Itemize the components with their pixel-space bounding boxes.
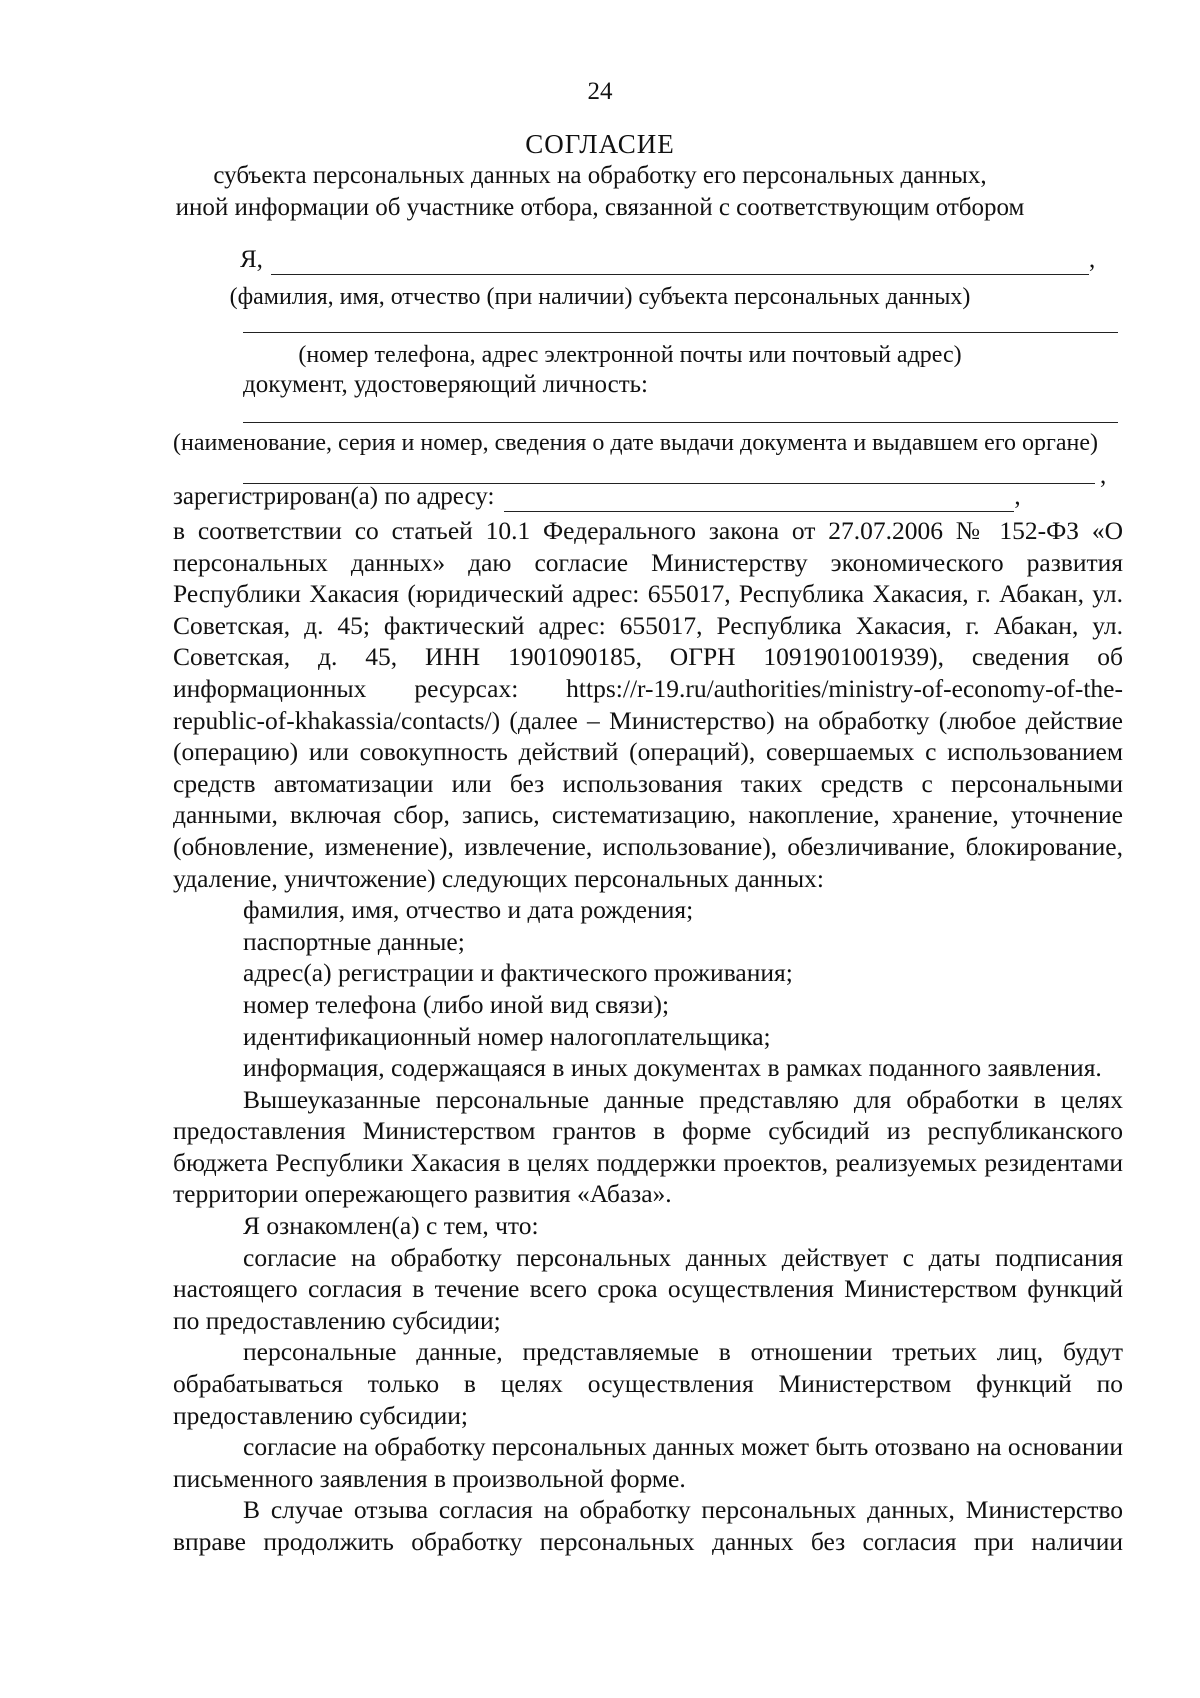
fio-row [240, 245, 1095, 275]
title-block [0, 128, 1200, 224]
document-body [173, 515, 1123, 1558]
address-row [173, 482, 1021, 512]
caption-fio: (фамилия, имя, отчество (при наличии) субъекта персональных данных) [229, 284, 971, 310]
subtitle-line-2: иной информации об участнике отбора, связанной с соответствующим отбором [175, 194, 1025, 221]
data-item: идентификационный номер налогоплательщика; [243, 1021, 771, 1051]
registered-label: зарегистрирован(а) по адресу: [173, 483, 495, 510]
acknowledgement-paragraph: Я ознакомлен(а) с тем, что: [243, 1211, 539, 1241]
consent-paragraph: в соответствии со статьей 10.1 Федерального закона от 27.07.2006 № 152-ФЗ «О персональных данных» даю согласие Министерству экономического развития Республики Хакасия (юридический адрес: 655017, Республика Хакасия, г. Абакан, ул. Советская, д. 45; фактический адрес: 655017, Республика Хакасия, г. Абакан, ул. Советская, д. 45, ИНН 1901090185, ОГРН 1091901001939), сведения об информационных ресурсах: https://r-19.ru/authorities/ministry-of-economy-of-the-republic-of-khakassia/contacts/) (далее – Министерство) на обработку (любое действие (операцию) или совокупность действий (операций), совершаемых с использованием средств автоматизации или без использования таких средств с персональными данными, включая сбор, запись, систематизацию, накопление, хранение, уточнение (обновление, изменение), извлечение, использование), обезличивание, блокирование, удаление, уничтожение) следующих персональных данных: [173, 516, 1123, 893]
contacts-field-line[interactable] [243, 332, 1118, 333]
data-item: фамилия, имя, отчество и дата рождения; [243, 895, 694, 925]
address-field-line[interactable] [504, 489, 1014, 512]
revocation-paragraph: согласие на обработку персональных данных может быть отозвано на основании письменного заявления в произвольной форме. [173, 1432, 1123, 1493]
fio-field-line[interactable] [271, 252, 1089, 275]
data-item: адрес(а) регистрации и фактического проживания; [243, 958, 793, 988]
fio-comma: , [1088, 246, 1096, 273]
data-item: паспортные данные; [243, 926, 465, 956]
address-comma: , [1014, 483, 1021, 510]
revocation-effect-paragraph: В случае отзыва согласия на обработку персональных данных, Министерство вправе продолжить обработку персональных данных без согласия при наличии [173, 1495, 1123, 1556]
document-label: документ, удостоверяющий личность: [243, 371, 648, 398]
document-comma: , [1100, 462, 1107, 489]
purpose-paragraph: Вышеуказанные персональные данные представляю для обработки в целях предоставления Министерством грантов в форме субсидий из республиканского бюджета Республики Хакасия в целях поддержки проектов, реализуемых резидентами территории опережающего развития «Абаза». [173, 1084, 1123, 1209]
data-item-last: информация, содержащаяся в иных документах в рамках поданного заявления. [243, 1053, 1102, 1083]
data-item: номер телефона (либо иной вид связи); [243, 989, 670, 1019]
ya-label: Я, [240, 246, 263, 273]
document-field-line[interactable] [243, 422, 1118, 423]
page-number: 24 [587, 78, 613, 105]
subtitle-line-1: субъекта персональных данных на обработку его персональных данных, [213, 162, 987, 189]
third-party-paragraph: персональные данные, представляемые в отношении третьих лиц, будут обрабатываться только в целях осуществления Министерством функций по предоставлению субсидии; [173, 1337, 1123, 1430]
caption-contacts: (номер телефона, адрес электронной почты или почтовый адрес) [298, 342, 962, 368]
document-title: СОГЛАСИЕ [525, 129, 675, 159]
caption-document: (наименование, серия и номер, сведения о дате выдачи документа и выдавшем его органе) [173, 430, 1099, 456]
validity-paragraph: согласие на обработку персональных данных действует с даты подписания настоящего согласия в течение всего срока осуществления Министерством функций по предоставлению субсидии; [173, 1242, 1123, 1335]
